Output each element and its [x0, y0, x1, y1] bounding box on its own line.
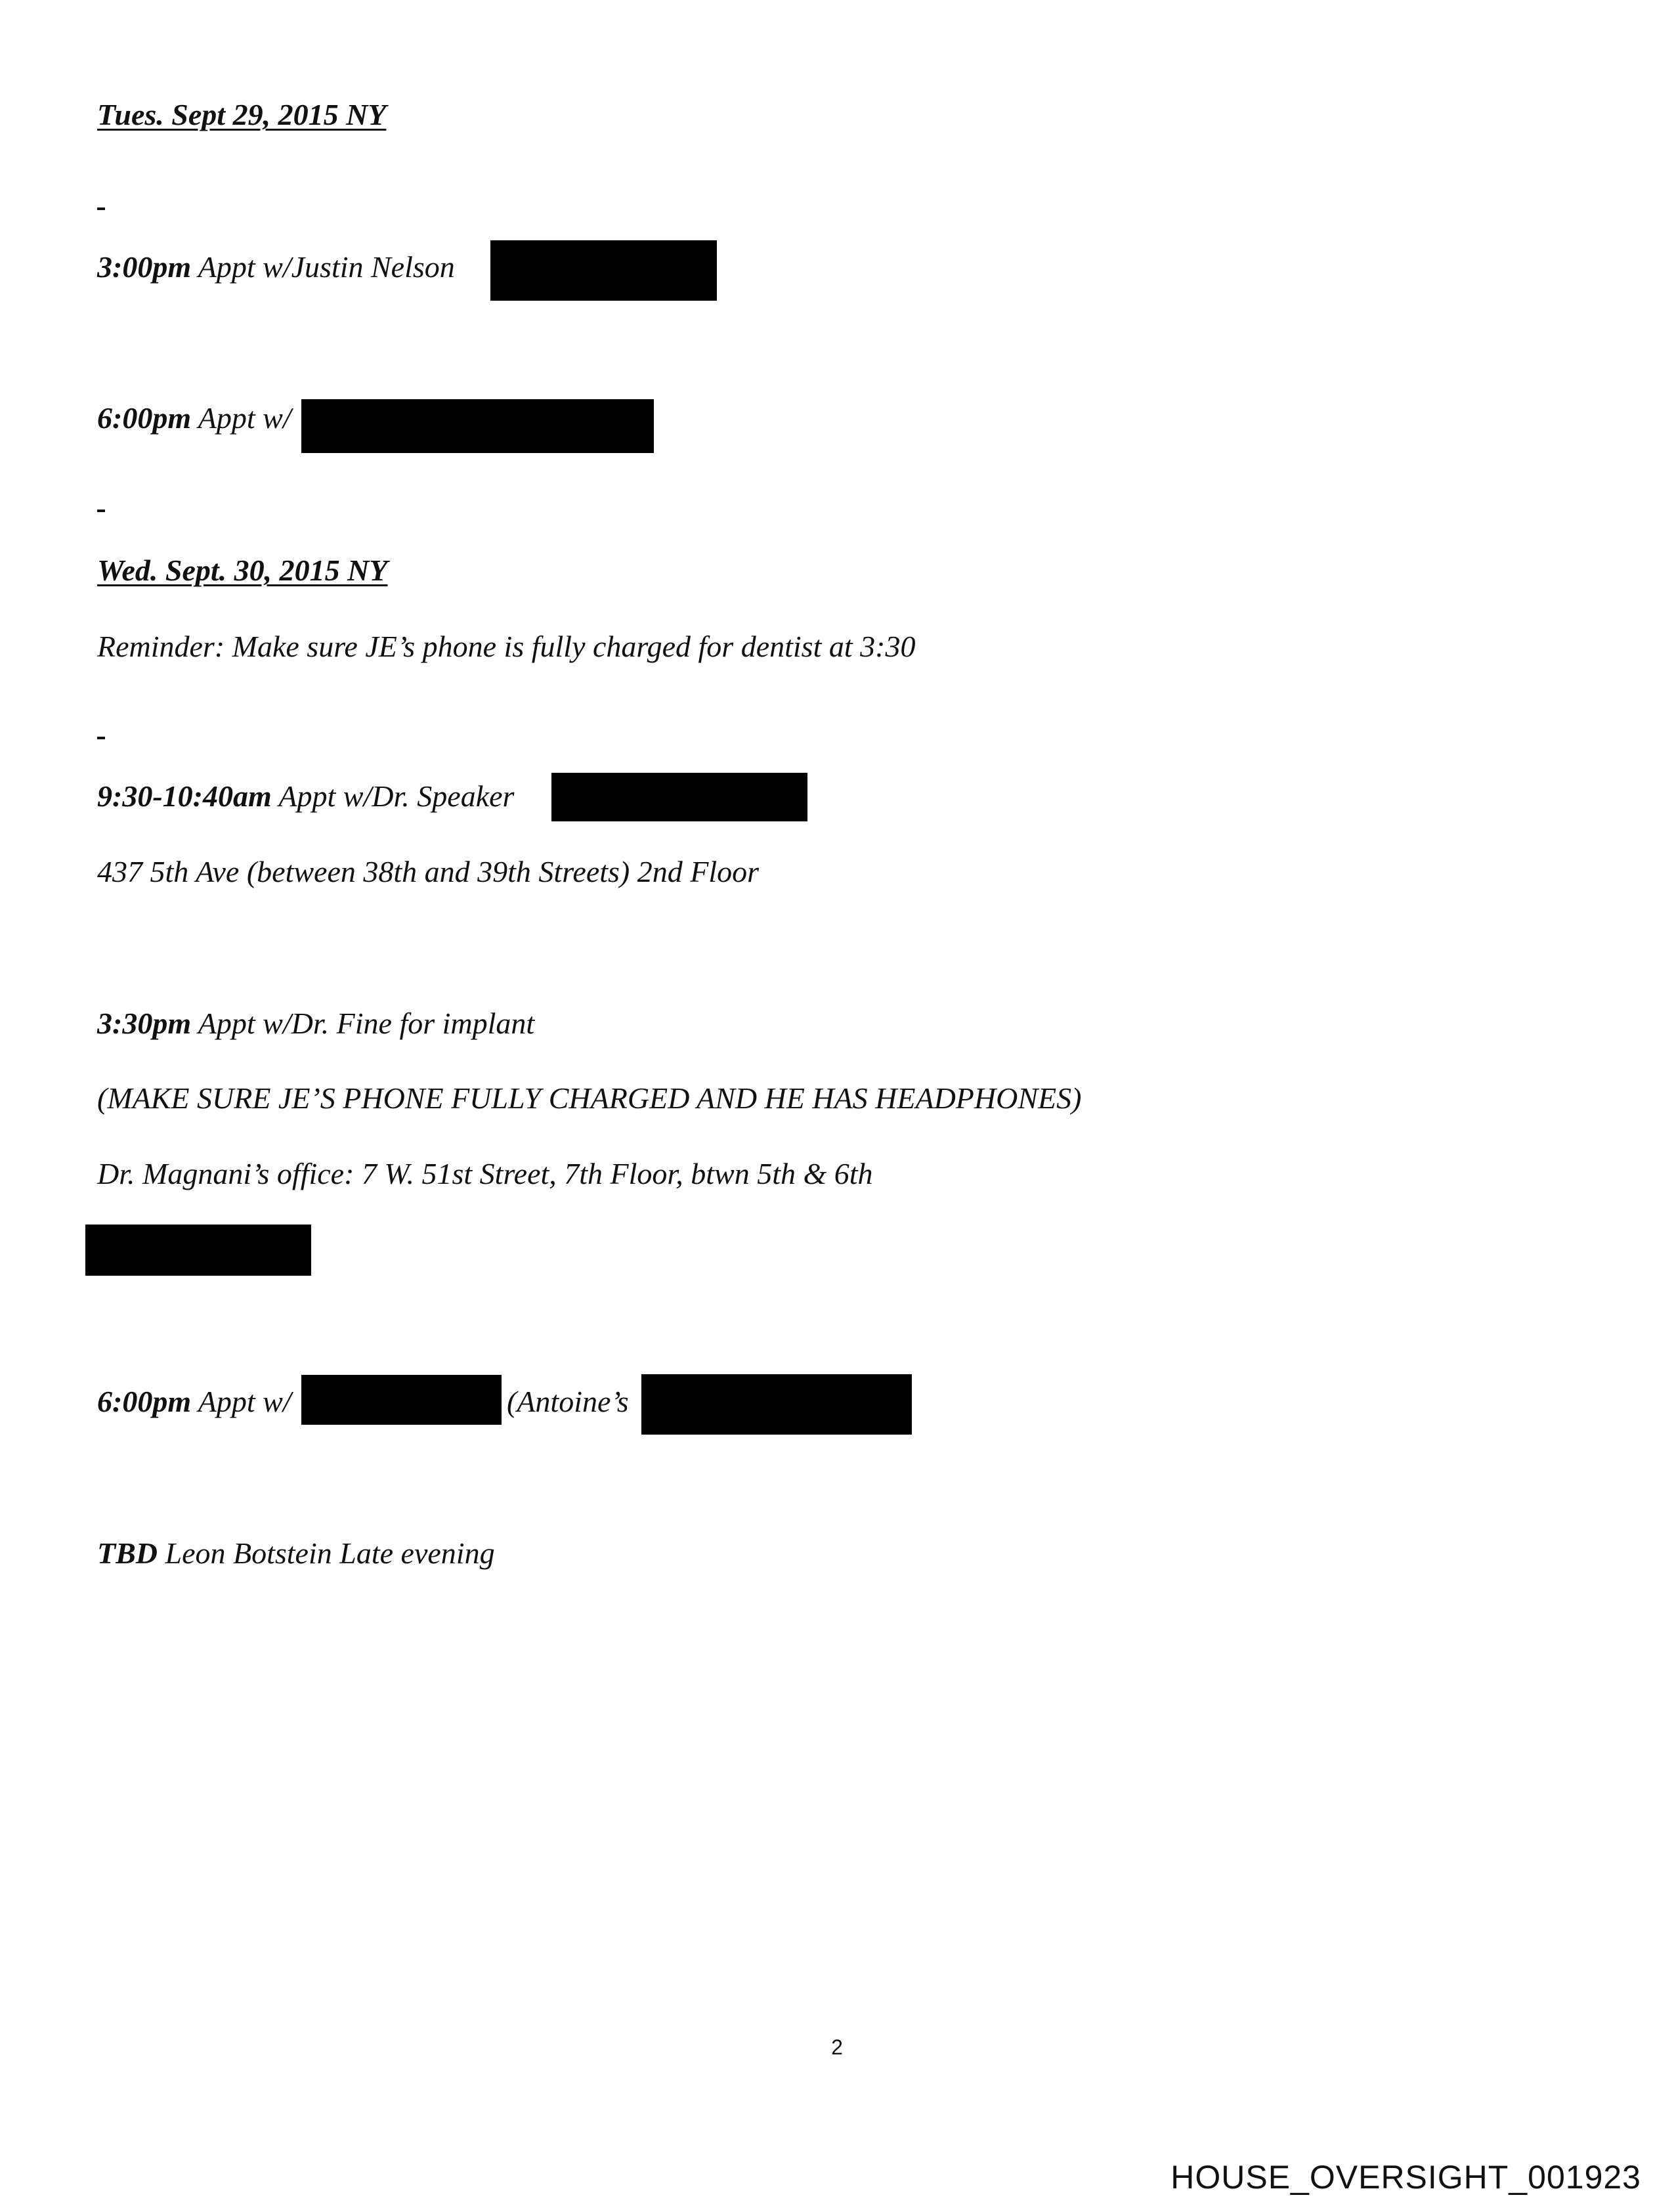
tbd-text: Leon Botstein Late evening — [165, 1536, 495, 1570]
appointment-6pm — [97, 403, 291, 433]
appointment-930am — [97, 781, 514, 812]
appointment-3pm — [97, 252, 455, 282]
appointment-address: 437 5th Ave (between 38th and 39th Streets) 2nd Floor — [97, 855, 760, 888]
redaction-block — [301, 399, 654, 453]
appointment-time: 6:00pm — [97, 401, 192, 435]
redaction-block — [551, 773, 807, 821]
separator-dash — [97, 737, 105, 739]
appointment-text-continued: (Antoine’s — [507, 1385, 629, 1418]
page-number: 2 — [831, 2035, 843, 2059]
separator-dash — [97, 510, 105, 512]
appointment-text: Appt w/ — [198, 401, 291, 435]
appointment-6pm-day2 — [97, 1387, 291, 1417]
day-heading-sept-30: Wed. Sept. 30, 2015 NY — [97, 553, 388, 587]
office-address: Dr. Magnani’s office: 7 W. 51st Street, 7th Floor, btwn 5th & 6th — [97, 1157, 873, 1190]
redaction-block — [85, 1225, 311, 1276]
separator-dash — [97, 207, 105, 210]
appointment-note: (MAKE SURE JE’S PHONE FULLY CHARGED AND HE HAS HEADPHONES) — [97, 1081, 1082, 1115]
appointment-time: 9:30-10:40am — [97, 779, 272, 813]
appointment-time: 3:00pm — [97, 250, 192, 284]
day-heading-sept-29: Tues. Sept 29, 2015 NY — [97, 98, 387, 131]
appointment-time: 3:30pm — [97, 1007, 192, 1040]
redaction-block — [301, 1375, 502, 1425]
appointment-text: Appt w/Dr. Fine for implant — [198, 1007, 535, 1040]
appointment-text: Appt w/Justin Nelson — [198, 250, 455, 284]
tbd-entry — [97, 1538, 495, 1569]
reminder-text: Reminder: Make sure JE’s phone is fully charged for dentist at 3:30 — [97, 630, 916, 663]
appointment-text: Appt w/Dr. Speaker — [278, 779, 515, 813]
redaction-block — [490, 240, 717, 301]
tbd-label: TBD — [97, 1536, 158, 1570]
appointment-text: Appt w/ — [198, 1385, 291, 1418]
appointment-time: 6:00pm — [97, 1385, 192, 1418]
redaction-block — [641, 1374, 912, 1435]
bates-stamp: HOUSE_OVERSIGHT_001923 — [1170, 2159, 1641, 2196]
appointment-330pm — [97, 1008, 534, 1039]
